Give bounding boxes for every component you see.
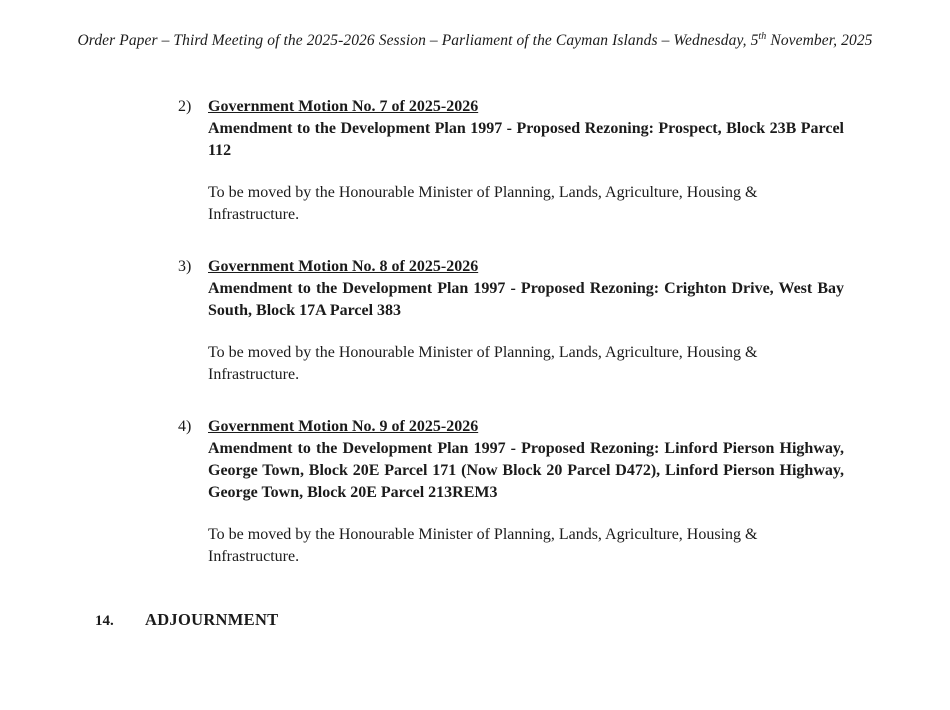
motions-list: [178, 96, 844, 598]
motion-item: [178, 256, 844, 386]
header-superscript: th: [758, 30, 767, 42]
motion-mover: To be moved by the Honourable Minister of Planning, Lands, Agriculture, Housing & Infrastructure.: [208, 526, 758, 565]
adjournment-label: ADJOURNMENT: [145, 610, 279, 629]
motion-number: 2): [178, 98, 192, 115]
adjournment-row: [95, 610, 278, 630]
motion-mover: To be moved by the Honourable Minister of Planning, Lands, Agriculture, Housing & Infrastructure.: [208, 184, 758, 223]
motion-subject: Amendment to the Development Plan 1997 - Proposed Rezoning: Prospect, Block 23B Parcel 112: [208, 120, 844, 159]
motion-body: [208, 416, 844, 568]
motion-subject: Amendment to the Development Plan 1997 - Proposed Rezoning: Crighton Drive, West Bay South, Block 17A Parcel 383: [208, 280, 844, 319]
adjournment-number: 14.: [95, 613, 114, 629]
motion-number: 4): [178, 418, 192, 435]
motion-body: [208, 256, 844, 386]
motion-title: Government Motion No. 8 of 2025-2026: [208, 258, 479, 275]
motion-mover: To be moved by the Honourable Minister of Planning, Lands, Agriculture, Housing & Infrastructure.: [208, 344, 758, 383]
motion-title: Government Motion No. 9 of 2025-2026: [208, 418, 479, 435]
motion-item: [178, 416, 844, 568]
header-text: Order Paper – Third Meeting of the 2025-2026 Session – Parliament of the Cayman Islands – Wednesday, 5: [77, 32, 759, 49]
motion-title: Government Motion No. 7 of 2025-2026: [208, 98, 479, 115]
motion-subject: Amendment to the Development Plan 1997 - Proposed Rezoning: Linford Pierson Highway, George Town, Block 20E Parcel 171 (Now Block 20 Parcel D472), Linford Pierson Highway, George Town, Block 20E Parcel 213REM3: [208, 440, 844, 501]
page-header: [0, 32, 950, 50]
header-text-suffix: November, 2025: [766, 32, 873, 49]
motion-item: [178, 96, 844, 226]
motion-number: 3): [178, 258, 192, 275]
motion-body: [208, 96, 844, 226]
